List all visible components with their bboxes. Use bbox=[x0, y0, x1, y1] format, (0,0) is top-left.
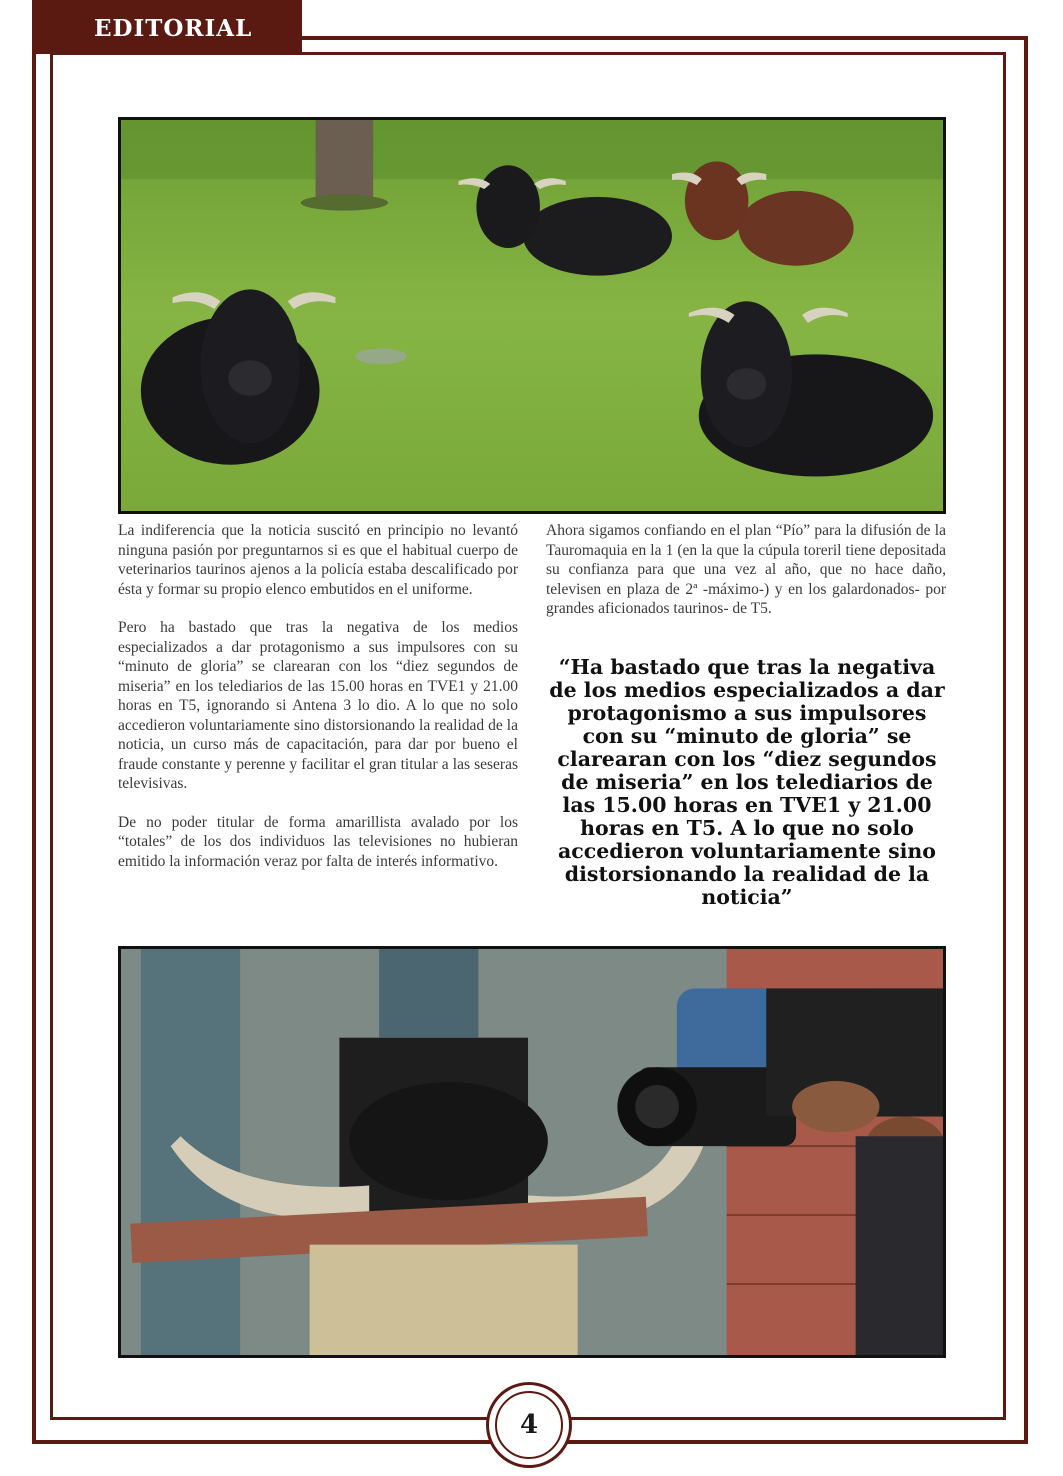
bulls-resting-on-grass-photo bbox=[121, 120, 943, 511]
article-paragraph: Ahora sigamos confiando en el plan “Pío” para la difusión de la Tauromaquia en la 1 (en la que la cúpula toreril tiene depositada su confianza para que una vez al año, que no hace daño, televisen en plaza de 2ª -máximo-) y en los galardonados- por grandes aficionados taurinos- de T5. bbox=[546, 522, 946, 617]
page-number-badge bbox=[486, 1382, 572, 1468]
right-column bbox=[546, 521, 946, 638]
bull-in-crate-with-tv-camera-photo bbox=[121, 949, 943, 1355]
article-paragraph: Pero ha bastado que tras la negativa de los medios especializados a dar protagonismo a sus impulsores con su “minuto de gloria” se clarearan con los “diez segundos de miseria” en los telediarios de las 15.00 horas en TVE1 y 21.00 horas en T5, ignorando si Antena 3 lo dio. A lo que no solo accedieron voluntariamente sino distorsionando la realidad de la noticia, un curso más de capacitación, para dar por bueno el fraude constante y perenne y facilitar el gran titular a las seseras televisivas. bbox=[118, 619, 518, 792]
pull-quote: “Ha bastado que tras la negativa de los medios especializados a dar protagonismo a sus impulsores con su “minuto de gloria” se clarearan con los “diez segundos de miseria” en los telediarios de las 15.00 horas en TVE1 y 21.00 horas en T5. A lo que no solo accedieron voluntariamente sino distorsionando la realidad de la noticia” bbox=[549, 655, 945, 909]
section-label: EDITORIAL bbox=[32, 0, 302, 54]
camera-photo bbox=[118, 946, 946, 1358]
bulls-photo bbox=[118, 117, 946, 514]
article-paragraph: De no poder titular de forma amarillista avalado por los “totales” de los dos individuos las televisiones no hubieran emitido la información veraz por falta de interés informativo. bbox=[118, 813, 518, 870]
page-number: 4 bbox=[495, 1391, 563, 1459]
left-column bbox=[118, 521, 518, 890]
article-paragraph: La indiferencia que la noticia suscitó en principio no levantó ninguna pasión por preguntarnos si es que el habitual cuerpo de veterinarios taurinos ajenos a la policía estaba descalificado por ésta y formar su propio elenco embutidos en el uniforme. bbox=[118, 522, 518, 598]
